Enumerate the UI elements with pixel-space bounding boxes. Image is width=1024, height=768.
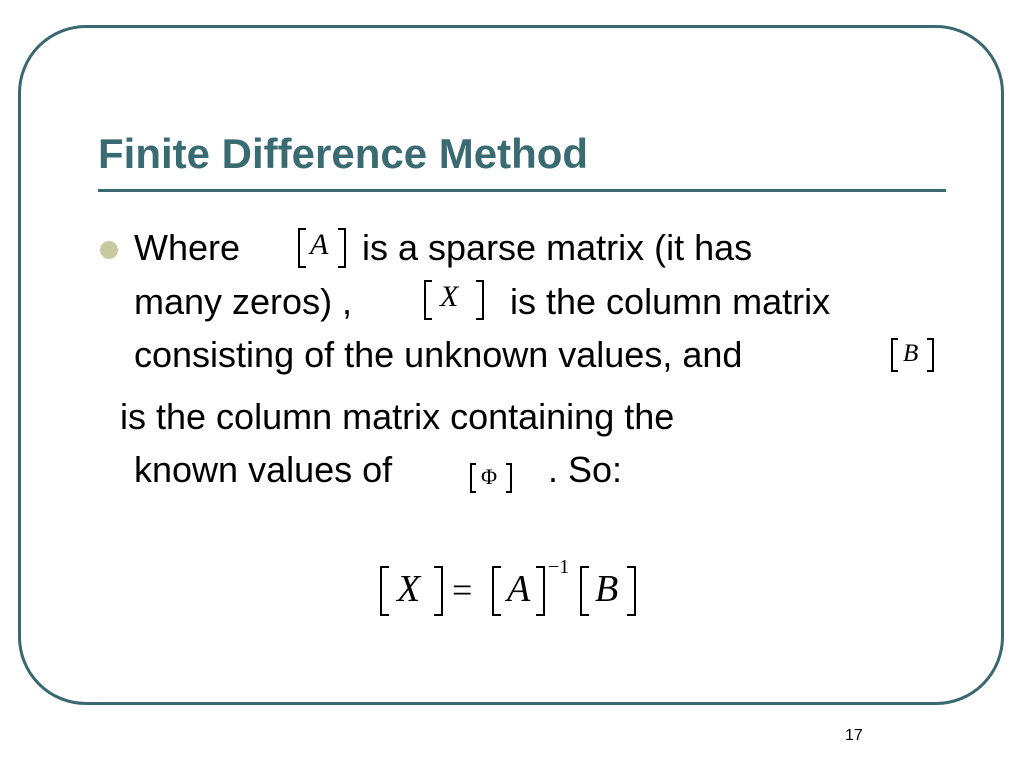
page-number: 17 (845, 727, 863, 744)
symbol-x: X (440, 280, 459, 313)
bracket-right (536, 566, 545, 616)
body-text-line3: consisting of the unknown values, and (134, 334, 743, 375)
symbol-a: A (310, 228, 329, 261)
bracket-right (627, 566, 636, 616)
bracket-left (380, 566, 389, 616)
bracket-left (424, 280, 432, 320)
body-text-line2-end: is the column matrix (510, 281, 831, 322)
bracket-left (891, 338, 898, 372)
bullet-icon (100, 241, 118, 259)
bracket-right (476, 280, 484, 320)
body-text-line5-start: known values of (134, 449, 393, 490)
bracket-left (298, 228, 306, 268)
symbol-b: B (903, 340, 919, 367)
equation-symbol-x: X (397, 568, 421, 610)
slide-title: Finite Difference Method (98, 130, 589, 177)
body-text-line5-end: . So: (548, 449, 623, 490)
body-text-line4: is the column matrix containing the (120, 396, 675, 437)
bracket-right (434, 566, 443, 616)
bracket-right (927, 338, 934, 372)
bracket-left (470, 463, 476, 493)
equation-symbol-a: A (507, 568, 531, 610)
bracket-right (506, 463, 512, 493)
bracket-right (338, 228, 346, 268)
body-text-line1-start: Where (134, 227, 241, 268)
bracket-left (492, 566, 501, 616)
body-text-line2-start: many zeros) , (134, 281, 353, 322)
equals-sign: = (452, 570, 473, 610)
body-text-line1-end: is a sparse matrix (it has (362, 227, 753, 268)
symbol-phi: Φ (481, 464, 498, 489)
bracket-left (580, 566, 589, 616)
title-underline (98, 189, 946, 192)
equation-symbol-b: B (595, 568, 619, 610)
inverse-superscript: −1 (548, 556, 570, 578)
